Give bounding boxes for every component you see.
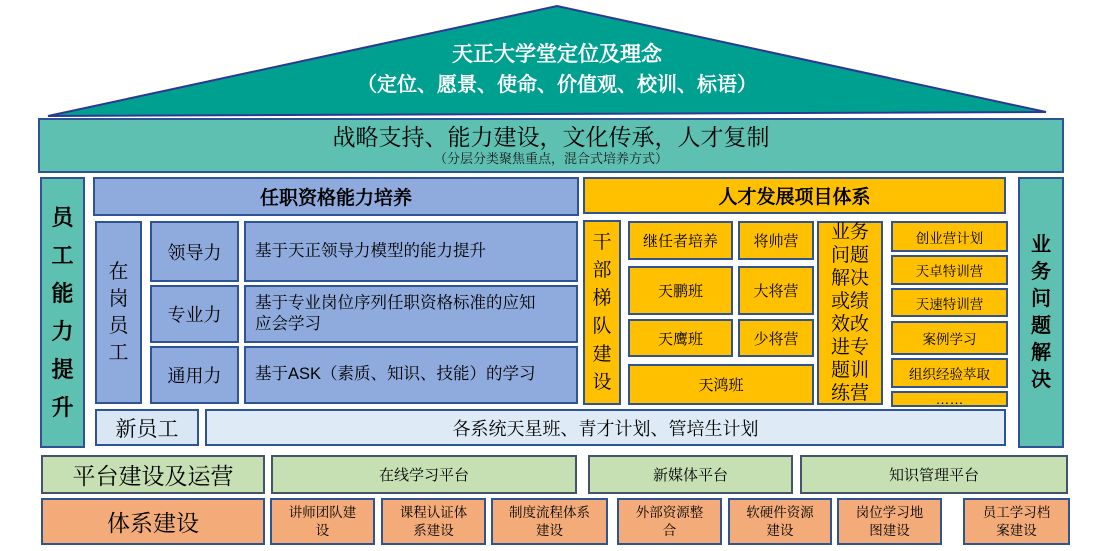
leadership-desc-cell: 基于天正领导力模型的能力提升 bbox=[244, 221, 578, 282]
strategy-banner-title: 战略支持、能力建设，文化传承，人才复制 bbox=[332, 124, 770, 150]
professional-desc-cell: 基于专业岗位序列任职资格标准的应知应会学习 bbox=[244, 285, 578, 343]
talent-panel-header: 人才发展项目体系 bbox=[583, 177, 1006, 214]
business-problem-rail bbox=[1018, 177, 1064, 448]
new-employee-cell: 新员工 bbox=[95, 409, 199, 446]
cadre-ladder-label: 干部梯队建设 bbox=[592, 231, 612, 393]
platform-item-online-learning: 在线学习平台 bbox=[271, 455, 577, 494]
system-row-label: 体系建设 bbox=[41, 498, 265, 545]
general-skill-desc-cell: 基于ASK（素质、知识、技能）的学习 bbox=[244, 346, 578, 404]
system-item-external-resources: 外部资源整合 bbox=[617, 498, 722, 545]
successor-training-cell: 继任者培养 bbox=[628, 221, 733, 260]
cadre-ladder-cell bbox=[583, 220, 621, 405]
biz-improvement-camp-label: 业务问题解决或绩效改进专题训练营 bbox=[830, 222, 869, 404]
qualification-panel-header: 任职资格能力培养 bbox=[93, 177, 579, 216]
on-job-employee-label: 在岗员工 bbox=[108, 260, 129, 364]
employee-capability-rail-label: 员工能力提升 bbox=[51, 204, 74, 420]
leadership-cell: 领导力 bbox=[150, 221, 239, 282]
dajiang-camp-cell: 大将营 bbox=[738, 266, 814, 315]
shaojiang-camp-cell: 少将营 bbox=[738, 319, 814, 357]
employee-capability-rail bbox=[40, 177, 85, 448]
system-item-hardware-software: 软硬件资源建设 bbox=[728, 498, 832, 545]
academy-subtitle: （定位、愿景、使命、价值观、校训、标语） bbox=[357, 74, 757, 96]
tianying-class-cell: 天鹰班 bbox=[628, 319, 733, 357]
biz-improvement-camp-cell bbox=[817, 221, 883, 405]
system-item-learning-map: 岗位学习地图建设 bbox=[837, 498, 942, 545]
program-cell-tiansu-camp: 天速特训营 bbox=[891, 288, 1008, 317]
system-item-process-system: 制度流程体系建设 bbox=[491, 498, 608, 545]
program-cell-case-study: 案例学习 bbox=[891, 321, 1008, 355]
platform-item-knowledge-mgmt: 知识管理平台 bbox=[800, 455, 1068, 494]
platform-item-new-media: 新媒体平台 bbox=[588, 455, 793, 494]
on-job-employee-cell bbox=[95, 221, 142, 404]
strategy-banner-subtitle: （分层分类聚焦重点，混合式培养方式） bbox=[433, 151, 668, 166]
program-cell-tianzhuo-camp: 天卓特训营 bbox=[891, 255, 1008, 285]
jiangshuai-camp-cell: 将帅营 bbox=[738, 221, 814, 260]
system-item-trainer-team: 讲师团队建设 bbox=[270, 498, 375, 545]
business-problem-rail-label: 业务问题解决 bbox=[1031, 233, 1051, 391]
program-cell-startup-camp: 创业营计划 bbox=[891, 221, 1008, 252]
academy-title: 天正大学堂定位及理念 bbox=[452, 43, 662, 66]
tianpeng-class-cell: 天鹏班 bbox=[628, 266, 733, 315]
platform-row-label: 平台建设及运营 bbox=[41, 455, 265, 494]
tianhong-class-cell: 天鸿班 bbox=[628, 364, 814, 405]
program-cell-org-experience: 组织经验萃取 bbox=[891, 358, 1008, 388]
program-cell-ellipsis: …… bbox=[891, 391, 1008, 407]
new-employee-programs-cell: 各系统天星班、青才计划、管培生计划 bbox=[205, 409, 1006, 446]
general-skill-cell: 通用力 bbox=[150, 346, 239, 404]
strategy-banner bbox=[38, 118, 1064, 173]
roof-title-block bbox=[257, 40, 857, 100]
system-item-course-certification: 课程认证体系建设 bbox=[381, 498, 486, 545]
professional-cell: 专业力 bbox=[150, 285, 239, 343]
system-item-learning-archive: 员工学习档案建设 bbox=[963, 498, 1070, 545]
